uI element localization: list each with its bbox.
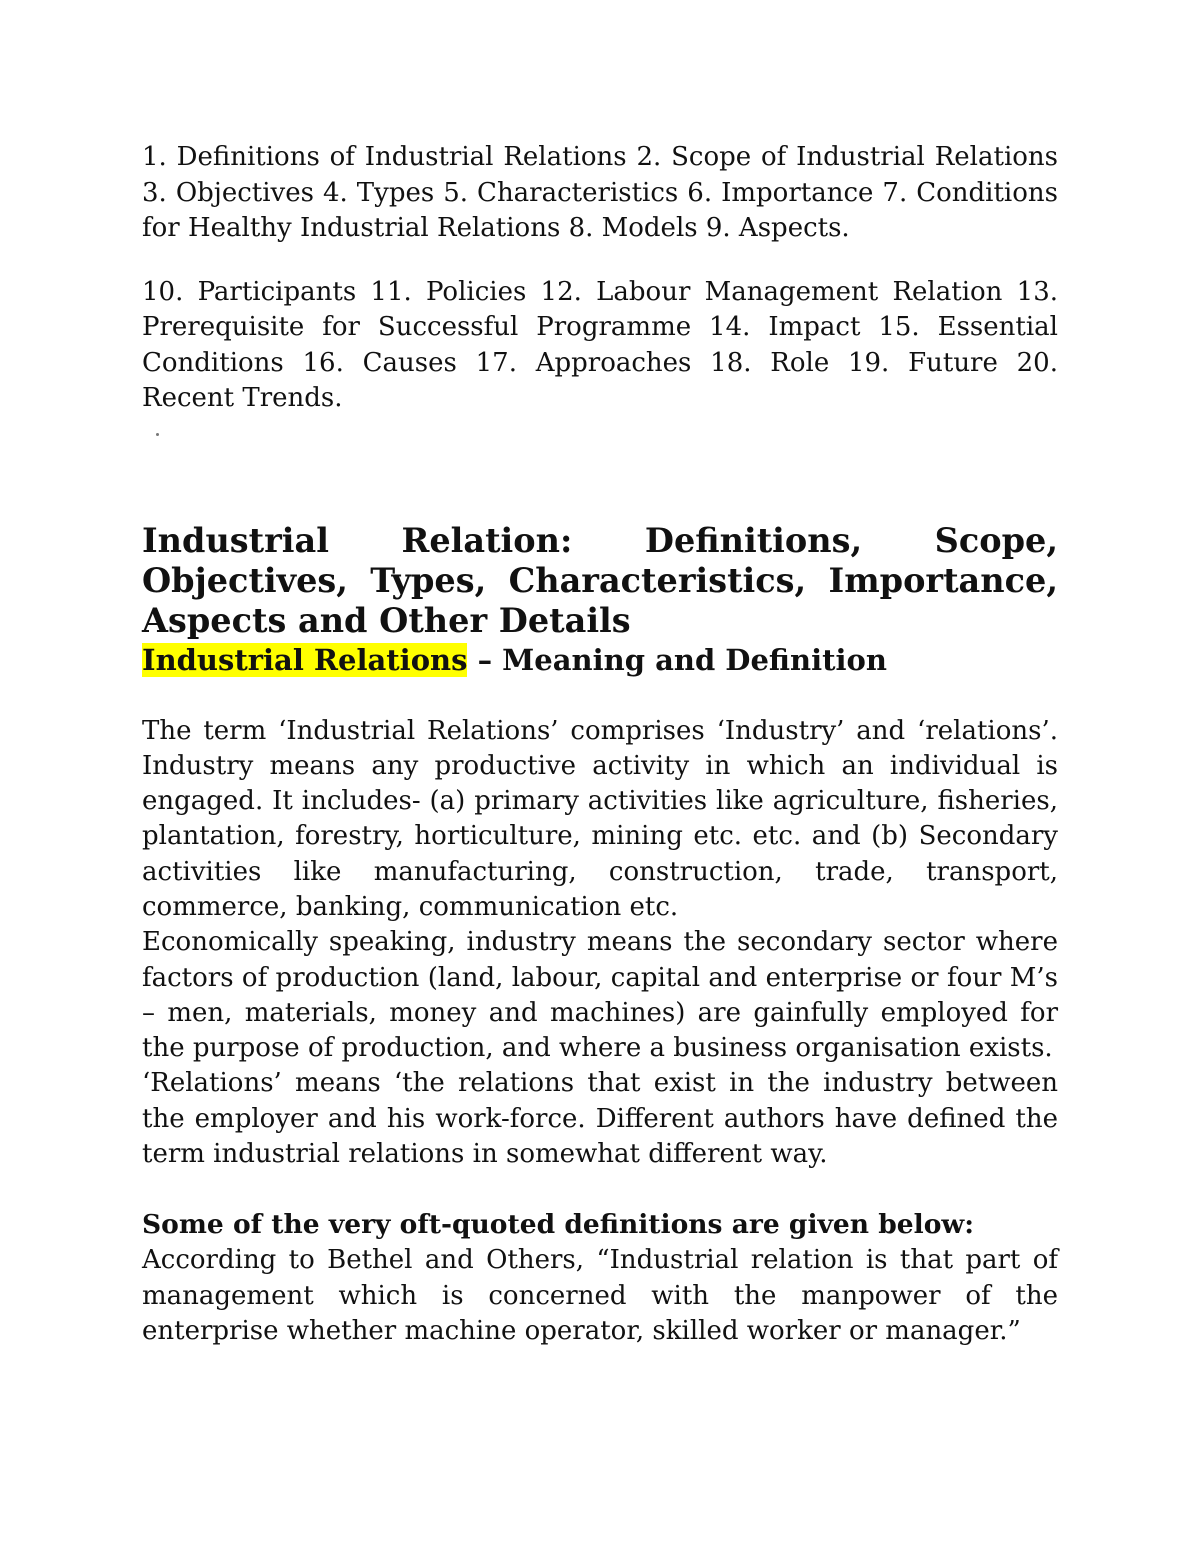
body-paragraph-3: ‘Relations’ means ‘the relations that exist in the industry between the employer and his work-force. Different authors have defined the term industrial relations in somewhat different way.	[142, 1068, 1058, 1170]
highlighted-term: Industrial Relations	[142, 642, 468, 677]
page-title: Industrial Relation: Definitions, Scope, Objectives, Types, Characteristics, Importance, Aspects and Other Details	[142, 520, 1058, 640]
toc-paragraph-2: 10. Participants 11. Policies 12. Labour Management Relation 13. Prerequisite for Successful Programme 14. Impact 15. Essential Conditions 16. Causes 17. Approaches 18. Role 19. Future 20. Recent Trends.	[142, 276, 1058, 413]
section-subtitle	[142, 641, 1058, 679]
stray-dot	[142, 417, 1058, 457]
dot-glyph	[156, 433, 159, 436]
toc-paragraph-1: 1. Definitions of Industrial Relations 2. Scope of Industrial Relations 3. Objectives 4. Types 5. Characteristics 6. Importance 7. Conditions for Healthy Industrial Relations 8. Models 9. Aspects.	[142, 142, 1058, 243]
document-page	[142, 140, 1058, 1349]
spacer	[142, 679, 1058, 714]
body-paragraph-2: Economically speaking, industry means the secondary sector where factors of production (land, labour, capital and enterprise or four M’s – men, materials, money and machines) are gainfully employed for the purpose of production, and where a business organisation exists.	[142, 927, 1058, 1064]
definition-paragraph-1: According to Bethel and Others, “Industrial relation is that part of management which is concerned with the manpower of the enterprise whether machine operator, skilled worker or manager.”	[142, 1245, 1058, 1346]
definitions-heading: Some of the very oft-quoted definitions are given below:	[142, 1209, 974, 1241]
body-paragraph-1: The term ‘Industrial Relations’ comprises ‘Industry’ and ‘relations’. Industry means any productive activity in which an individual is engaged. It includes- (a) primary activities like agriculture, fisheries, plantation, forestry, horticulture, mining etc. etc. and (b) Secondary activities like manufacturing, construction, trade, transport, commerce, banking, communication etc.	[142, 715, 1058, 922]
subtitle-rest: – Meaning and Definition	[467, 642, 887, 677]
spacer	[142, 1172, 1058, 1207]
